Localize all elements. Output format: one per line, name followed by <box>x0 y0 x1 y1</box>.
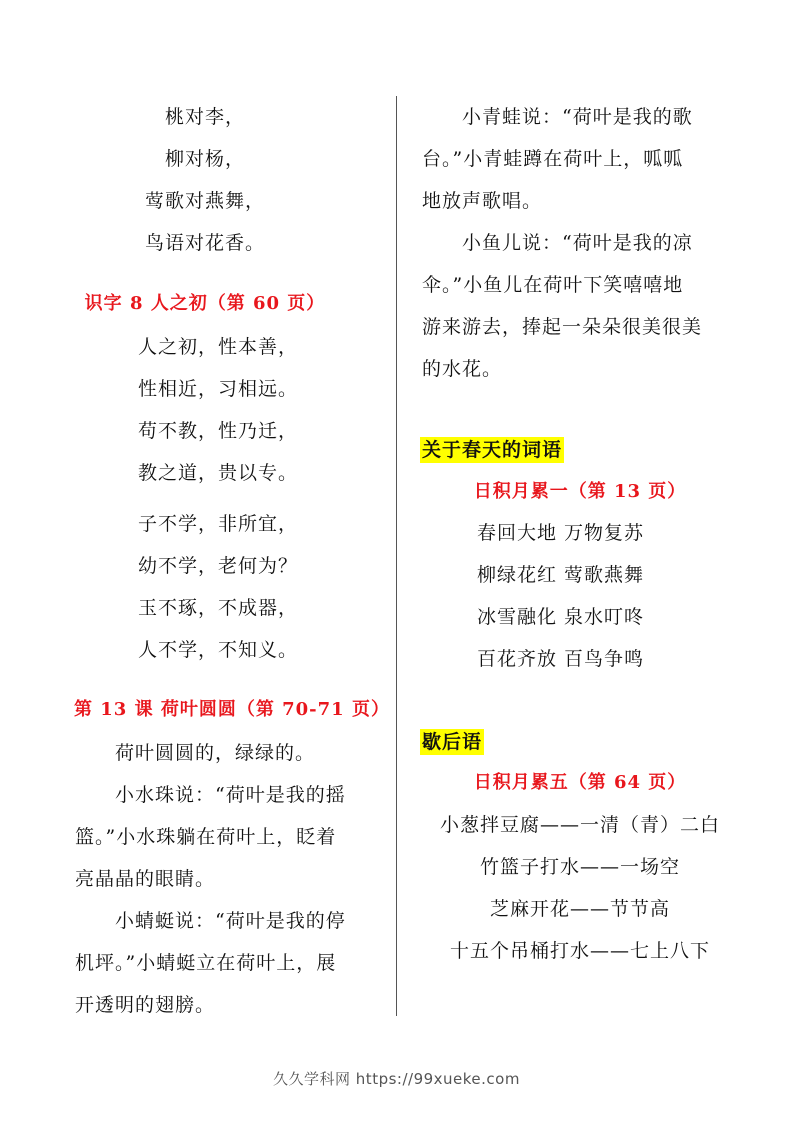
paragraph-line: 亮晶晶的眼睛。 <box>75 868 216 890</box>
word-pair-line: 冰雪融化 泉水叮咚 <box>477 606 645 628</box>
xiehouyu-line: 十五个吊桶打水——七上八下 <box>449 940 710 962</box>
sanzijing-line: 幼不学，老何为？ <box>138 555 299 577</box>
paragraph-line: 游来游去，捧起一朵朵很美很美 <box>422 316 703 338</box>
paragraph-line: 地放声歌唱。 <box>422 190 543 212</box>
poem-line: 柳对杨， <box>164 148 245 170</box>
paragraph-line: 伞。”小鱼儿在荷叶下笑嘻嘻地 <box>422 274 684 296</box>
sub-heading-rijiyuelei-1: 日积月累一（第 13 页） <box>473 481 687 502</box>
poem-line: 桃对李， <box>164 106 245 128</box>
xiehouyu-line: 竹篮子打水——一场空 <box>479 856 680 878</box>
paragraph-line: 荷叶圆圆的，绿绿的。 <box>115 742 316 764</box>
paragraph-line: 小水珠说：“荷叶是我的摇 <box>115 784 346 806</box>
sanzijing-line: 子不学，非所宜， <box>138 513 299 535</box>
word-pair-line: 春回大地 万物复苏 <box>477 522 645 544</box>
paragraph-line: 小蜻蜓说：“荷叶是我的停 <box>115 910 346 932</box>
poem-line: 莺歌对燕舞， <box>144 190 265 212</box>
section-heading-renzhichu: 识字 8 人之初（第 60 页） <box>84 293 326 314</box>
section-heading-heyeyuanyuan: 第 13 课 荷叶圆圆（第 70-71 页） <box>74 699 390 720</box>
sanzijing-line: 苟不教，性乃迁， <box>138 420 299 442</box>
paragraph-line: 篮。”小水珠躺在荷叶上，眨着 <box>75 826 337 848</box>
xiehouyu-line: 芝麻开花——节节高 <box>489 898 670 920</box>
paragraph-line: 台。”小青蛙蹲在荷叶上，呱呱 <box>422 148 684 170</box>
highlighted-heading-xiehouyu: 歇后语 <box>422 731 483 753</box>
column-divider <box>396 96 397 1016</box>
sanzijing-line: 教之道，贵以专。 <box>138 462 299 484</box>
word-pair-line: 百花齐放 百鸟争鸣 <box>477 648 645 670</box>
paragraph-line: 开透明的翅膀。 <box>75 994 216 1016</box>
highlighted-heading-spring-words: 关于春天的词语 <box>422 439 563 461</box>
word-pair-line: 柳绿花红 莺歌燕舞 <box>477 564 645 586</box>
sanzijing-line: 玉不琢，不成器， <box>138 597 299 619</box>
xiehouyu-line: 小葱拌豆腐——一清（青）二白 <box>439 814 720 836</box>
sanzijing-line: 人不学，不知义。 <box>138 639 299 661</box>
sanzijing-line: 人之初，性本善， <box>138 336 299 358</box>
footer-watermark: 久久学科网 https://99xueke.com <box>273 1070 520 1088</box>
sanzijing-line: 性相近，习相远。 <box>138 378 299 400</box>
paragraph-line: 的水花。 <box>422 358 503 380</box>
poem-line: 鸟语对花香。 <box>144 232 265 254</box>
sub-heading-rijiyuelei-5: 日积月累五（第 64 页） <box>473 772 687 793</box>
paragraph-line: 小鱼儿说：“荷叶是我的凉 <box>462 232 693 254</box>
paragraph-line: 小青蛙说：“荷叶是我的歌 <box>462 106 693 128</box>
paragraph-line: 机坪。”小蜻蜓立在荷叶上，展 <box>75 952 337 974</box>
